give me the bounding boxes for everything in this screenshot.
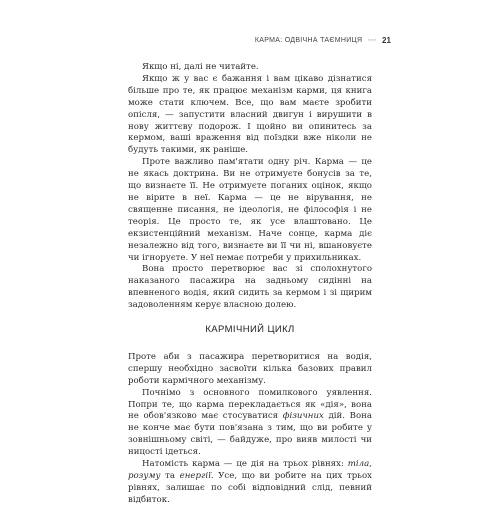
paragraph: Натомість карма — це дія на трьох рівнях: тіла, розуму та енергії. Усе, що ви робите на цих трьох рівнях, залишає по собі відповідний слід, певний відбиток.: [128, 459, 373, 505]
paragraph: Проте важливо пам'ятати одну річ. Карма — це не якась доктрина. Ви не отримуєте бонусів за те, що визнаєте її. Не отримуєте поганих оцінок, якщо не вірите в неї. Карма — це не вірування, не священне писання, не ідеологія, не філософія і не теорія. Це просто те, як усе влаштовано. Це екзистенційний механізм. Наче сонце, карма діє незалежно від того, визнаєте ви її чи ні, вшановуєте чи ігноруєте. У неї немає потреби у прихильниках.: [128, 157, 372, 263]
paragraph: Почнімо з основного помилкового уявлення. Попри те, що карма перекладається як «дія», вона не обов'язково має стосуватися фізичних дій. Вона не конче має бути пов'язана з тим, що ви робите у зовнішньому світі, — байдуже, про вияв милості чи ницості ідеться.: [128, 387, 372, 458]
running-header: [0, 37, 376, 44]
paragraph: Якщо ж у вас є бажання і вам цікаво дізнатися більше про те, як працює механізм карми, ця книга може стати ключем. Все, що вам маєте зробити опісля, — запустити власний двигун і вирушити в нову життєву подорож. І щойно ви опинитесь за кермом, ваші враження від поїздки вже ніколи не будуть такими, як раніше.: [128, 73, 372, 156]
header-ornament: ◦◦◦: [367, 37, 376, 44]
paragraph: Якщо ні, далі не читайте.: [142, 62, 259, 72]
body-text: [128, 62, 372, 507]
section-heading: КАРМІЧНИЙ ЦИКЛ: [205, 324, 295, 336]
paragraph: Вона просто перетворює вас зі сполохнутого наказаного пасажира на задньому сидінні на впевненого водія, який сидить за кермом і зі щирим задоволенням керує власною долею.: [128, 264, 372, 311]
page-number: 21: [382, 36, 391, 45]
running-title: КАРМА: ОДВІЧНА ТАЄМНИЦЯ: [254, 37, 363, 44]
paragraph: Проте аби з пасажира перетворитися на водія, спершу необхідно засвоїти кілька базових правил роботи кармічного механізму.: [128, 351, 372, 386]
